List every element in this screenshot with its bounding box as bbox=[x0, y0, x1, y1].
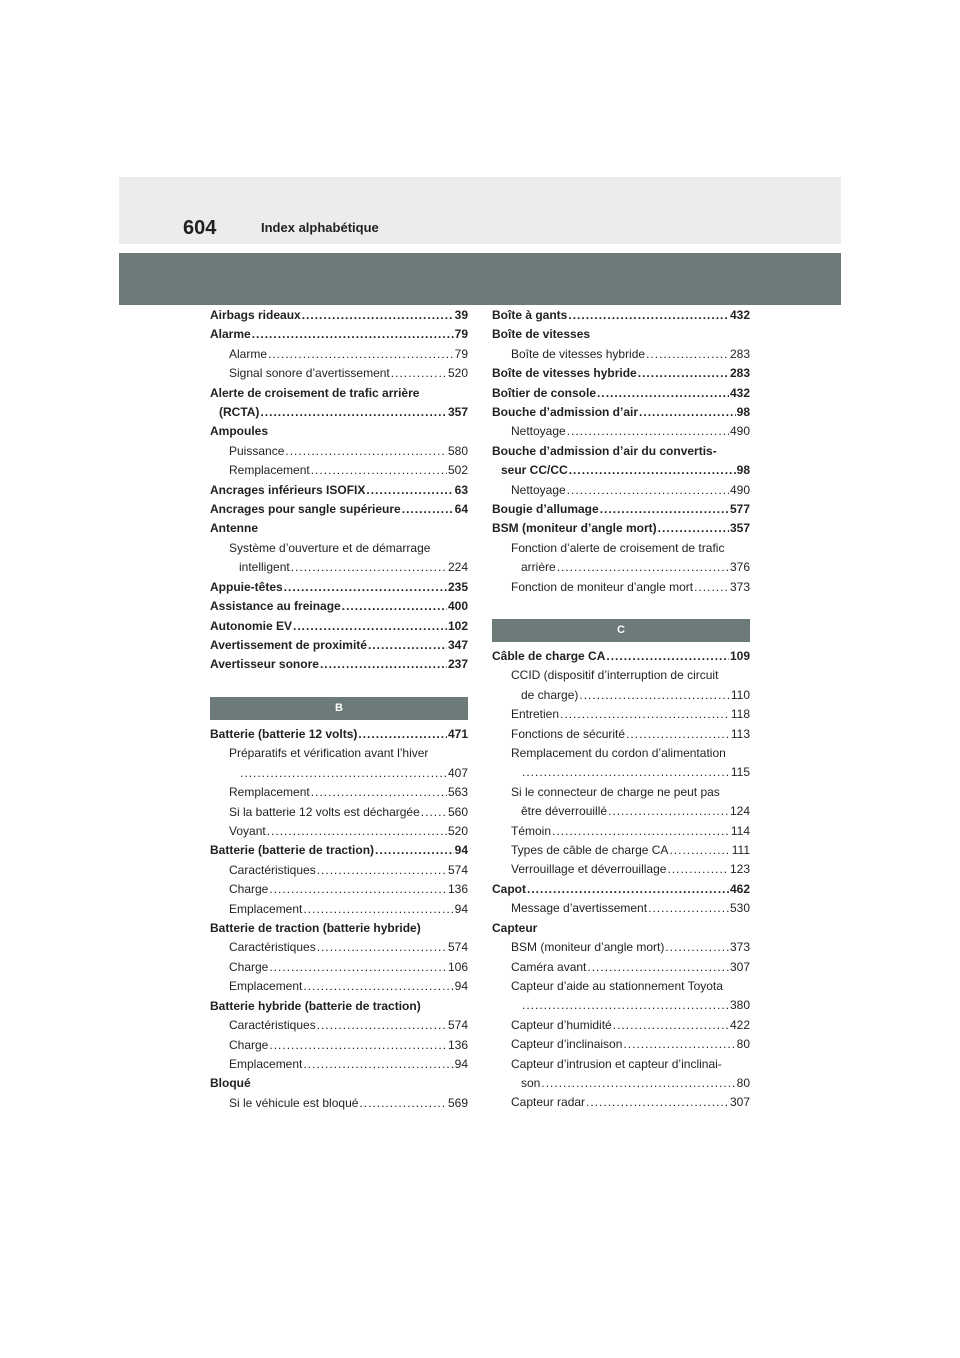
index-entry: Autonomie EV ..... 102 bbox=[210, 617, 468, 636]
index-entry: Capot ..... 462 bbox=[492, 880, 750, 899]
index-subentry: Capteur radar ..... 307 bbox=[492, 1093, 750, 1112]
page-title: Index alphabétique bbox=[261, 220, 379, 235]
page-header bbox=[119, 177, 841, 244]
index-column-left-b bbox=[210, 725, 468, 1113]
index-entry: Ancrages inférieurs ISOFIX ..... 63 bbox=[210, 481, 468, 500]
index-subentry: Fonction d’alerte de croisement de trafic bbox=[511, 540, 725, 555]
index-entry: Avertisseur sonore ..... 237 bbox=[210, 655, 468, 674]
index-subentry: Verrouillage et déverrouillage ..... 123 bbox=[492, 860, 750, 879]
index-subentry: Remplacement du cordon d’alimentation bbox=[511, 746, 726, 761]
section-header-b: B bbox=[210, 697, 468, 720]
index-subentry: Fonctions de sécurité ..... 113 bbox=[492, 725, 750, 744]
index-entry: Appuie-têtes ..... 235 bbox=[210, 578, 468, 597]
index-entry: Batterie de traction (batterie hybride) bbox=[210, 921, 421, 936]
index-subentry-continuation: son ..... 80 bbox=[492, 1074, 750, 1093]
index-subentry-continuation: ..... 407 bbox=[210, 764, 468, 783]
index-entry: Capteur bbox=[492, 920, 538, 935]
index-subentry: Signal sonore d’avertissement ..... 520 bbox=[210, 364, 468, 383]
index-subentry: Système d’ouverture et de démarrage bbox=[229, 540, 431, 555]
index-subentry: Capteur d’aide au stationnement Toyota bbox=[511, 978, 723, 993]
index-entry: Antenne bbox=[210, 521, 258, 536]
index-subentry: Si le véhicule est bloqué ..... 569 bbox=[210, 1094, 468, 1113]
index-subentry: Si la batterie 12 volts est déchargée ..... 560 bbox=[210, 803, 468, 822]
index-entry: BSM (moniteur d’angle mort) ..... 357 bbox=[492, 519, 750, 538]
index-column-right-c bbox=[492, 647, 750, 1113]
index-subentry: Emplacement ..... 94 bbox=[210, 900, 468, 919]
index-entry: Ampoules bbox=[210, 424, 269, 439]
index-entry: Ancrages pour sangle supérieure ..... 64 bbox=[210, 500, 468, 519]
index-entry-continuation: seur CC/CC ..... 98 bbox=[492, 461, 750, 480]
index-subentry: Emplacement ..... 94 bbox=[210, 1055, 468, 1074]
index-subentry: Charge ..... 136 bbox=[210, 880, 468, 899]
index-subentry-continuation: ..... 115 bbox=[492, 763, 750, 782]
index-entry: Boîte à gants ..... 432 bbox=[492, 306, 750, 325]
index-entry: Bougie d’allumage ..... 577 bbox=[492, 500, 750, 519]
index-subentry-continuation: être déverrouillé ..... 124 bbox=[492, 802, 750, 821]
index-subentry: Capteur d’inclinaison ..... 80 bbox=[492, 1035, 750, 1054]
index-column-left bbox=[210, 306, 468, 675]
index-subentry: Charge ..... 136 bbox=[210, 1036, 468, 1055]
index-subentry: BSM (moniteur d’angle mort) ..... 373 bbox=[492, 938, 750, 957]
index-subentry: Nettoyage ..... 490 bbox=[492, 481, 750, 500]
index-subentry: Remplacement ..... 502 bbox=[210, 461, 468, 480]
index-subentry: Témoin ..... 114 bbox=[492, 822, 750, 841]
index-entry: Boîte de vitesses hybride ..... 283 bbox=[492, 364, 750, 383]
index-entry: Bouche d’admission d’air ..... 98 bbox=[492, 403, 750, 422]
index-subentry: Boîte de vitesses hybride ..... 283 bbox=[492, 345, 750, 364]
index-entry: Assistance au freinage ..... 400 bbox=[210, 597, 468, 616]
index-subentry-continuation: ..... 380 bbox=[492, 996, 750, 1015]
index-subentry: Entretien ..... 118 bbox=[492, 705, 750, 724]
index-entry: Bloqué bbox=[210, 1076, 251, 1091]
index-subentry: Types de câble de charge CA ..... 111 bbox=[492, 841, 750, 860]
index-entry: Batterie (batterie 12 volts) ..... 471 bbox=[210, 725, 468, 744]
index-subentry: Caractéristiques ..... 574 bbox=[210, 1016, 468, 1035]
index-subentry: Remplacement ..... 563 bbox=[210, 783, 468, 802]
index-subentry: Nettoyage ..... 490 bbox=[492, 422, 750, 441]
index-entry: Bouche d’admission d’air du convertis- bbox=[492, 443, 717, 458]
index-entry: Alarme ..... 79 bbox=[210, 325, 468, 344]
index-entry: Batterie hybride (batterie de traction) bbox=[210, 998, 421, 1013]
index-subentry: Préparatifs et vérification avant l’hiver bbox=[229, 746, 429, 761]
index-subentry-continuation: de charge) ..... 110 bbox=[492, 686, 750, 705]
index-subentry-continuation: intelligent ..... 224 bbox=[210, 558, 468, 577]
index-column-right bbox=[492, 306, 750, 597]
index-subentry: Voyant ..... 520 bbox=[210, 822, 468, 841]
index-entry: Alerte de croisement de trafic arrière bbox=[210, 385, 420, 400]
index-subentry: Caractéristiques ..... 574 bbox=[210, 938, 468, 957]
index-subentry: Capteur d’humidité ..... 422 bbox=[492, 1016, 750, 1035]
index-subentry: Charge ..... 106 bbox=[210, 958, 468, 977]
index-entry: Avertissement de proximité ..... 347 bbox=[210, 636, 468, 655]
index-entry: Câble de charge CA ..... 109 bbox=[492, 647, 750, 666]
index-entry-continuation: (RCTA) ..... 357 bbox=[210, 403, 468, 422]
index-subentry-continuation: arrière ..... 376 bbox=[492, 558, 750, 577]
index-subentry: Caméra avant ..... 307 bbox=[492, 958, 750, 977]
index-subentry: Puissance ..... 580 bbox=[210, 442, 468, 461]
index-entry: Boîtier de console ..... 432 bbox=[492, 384, 750, 403]
index-subentry: Emplacement ..... 94 bbox=[210, 977, 468, 996]
index-subentry: Alarme ..... 79 bbox=[210, 345, 468, 364]
index-entry: Batterie (batterie de traction) ..... 94 bbox=[210, 841, 468, 860]
index-subentry: Si le connecteur de charge ne peut pas bbox=[511, 784, 720, 799]
index-entry: Boîte de vitesses bbox=[492, 327, 591, 342]
section-header-c: C bbox=[492, 619, 750, 642]
page-number: 604 bbox=[183, 217, 217, 239]
index-subentry: Capteur d’intrusion et capteur d’inclinai- bbox=[511, 1056, 722, 1071]
index-subentry: Caractéristiques ..... 574 bbox=[210, 861, 468, 880]
index-entry: Airbags rideaux ..... 39 bbox=[210, 306, 468, 325]
index-subentry: CCID (dispositif d’interruption de circuit bbox=[511, 668, 719, 683]
header-band bbox=[119, 253, 841, 305]
index-subentry: Message d’avertissement ..... 530 bbox=[492, 899, 750, 918]
index-subentry: Fonction de moniteur d’angle mort ..... 373 bbox=[492, 578, 750, 597]
